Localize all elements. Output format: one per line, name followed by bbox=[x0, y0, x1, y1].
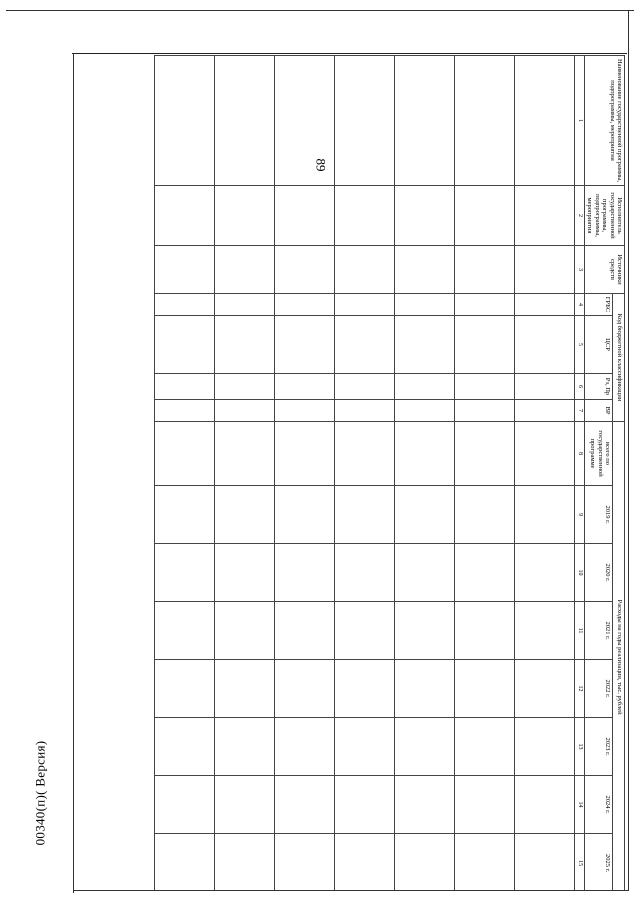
table-row bbox=[274, 56, 334, 891]
colnum-12: 12 bbox=[574, 660, 584, 718]
table-row bbox=[454, 56, 514, 891]
header-2021: 2021 г. bbox=[584, 602, 613, 660]
page-number-text: 89 bbox=[313, 158, 328, 172]
colnum-10: 10 bbox=[574, 544, 584, 602]
page-left-rule bbox=[73, 53, 74, 893]
header-row-1 bbox=[613, 56, 625, 891]
colnum-2: 2 bbox=[574, 186, 584, 246]
expenditure-table bbox=[154, 55, 625, 890]
colnum-15: 15 bbox=[574, 834, 584, 890]
table-row bbox=[214, 56, 274, 891]
table-row bbox=[154, 56, 214, 891]
header-csr: ЦСР bbox=[584, 316, 613, 374]
page-bottom-rule bbox=[73, 890, 629, 891]
colnum-7: 7 bbox=[574, 400, 584, 422]
colnum-4: 4 bbox=[574, 294, 584, 316]
page-right-rule bbox=[628, 10, 629, 890]
colnum-14: 14 bbox=[574, 776, 584, 834]
header-2019: 2019 г. bbox=[584, 486, 613, 544]
version-watermark bbox=[20, 700, 60, 885]
header-2023: 2023 г. bbox=[584, 718, 613, 776]
page-top-rule bbox=[6, 10, 634, 11]
table-row bbox=[514, 56, 574, 891]
colnum-13: 13 bbox=[574, 718, 584, 776]
header-2024: 2024 г. bbox=[584, 776, 613, 834]
header-kbk: Код бюджетной классификации bbox=[613, 294, 625, 422]
colnum-8: 8 bbox=[574, 422, 584, 486]
header-col2: Исполнитель государственной программы, подпрограммы, мероприятия bbox=[584, 186, 624, 246]
header-2025: 2025 г. bbox=[584, 834, 613, 890]
header-by-years: Расходы на годы реализации, тыс. рублей bbox=[613, 422, 625, 890]
colnum-6: 6 bbox=[574, 374, 584, 400]
page-header-rule bbox=[72, 53, 627, 54]
table-row bbox=[334, 56, 394, 891]
version-watermark-text: 00340(п)( Версия) bbox=[32, 740, 47, 845]
header-col3: Источники средств bbox=[584, 246, 624, 294]
document-table-rotated bbox=[75, 55, 625, 890]
header-col1: Наименование государственной программы, подпрограммы, мероприятия bbox=[584, 56, 624, 186]
header-2022: 2022 г. bbox=[584, 660, 613, 718]
colnum-1: 1 bbox=[574, 56, 584, 186]
colnum-9: 9 bbox=[574, 486, 584, 544]
header-grbs: ГРБС bbox=[584, 294, 613, 316]
colnum-3: 3 bbox=[574, 246, 584, 294]
table-row bbox=[394, 56, 454, 891]
colnum-11: 11 bbox=[574, 602, 584, 660]
column-number-row bbox=[574, 56, 584, 891]
header-2020: 2020 г. bbox=[584, 544, 613, 602]
header-total: всего по государственной программе bbox=[584, 422, 613, 486]
document-table-container bbox=[75, 55, 625, 890]
colnum-5: 5 bbox=[574, 316, 584, 374]
header-rzpr: Рз, Пр bbox=[584, 374, 613, 400]
header-vr: ВР bbox=[584, 400, 613, 422]
